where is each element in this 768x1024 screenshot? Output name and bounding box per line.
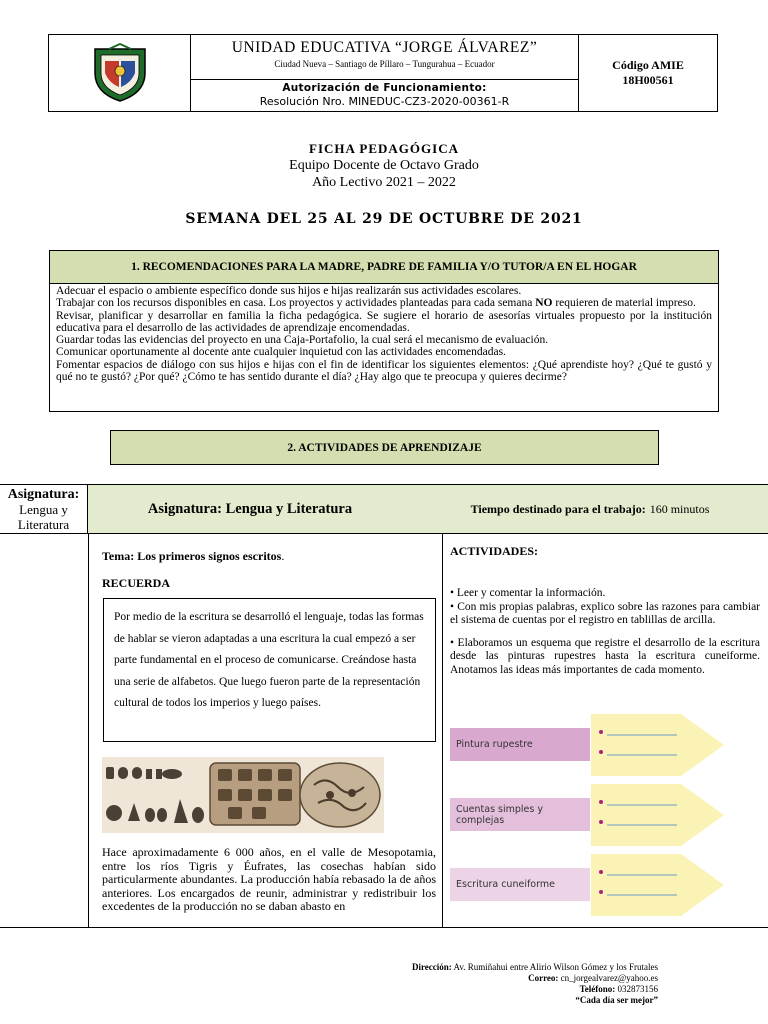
subject-left-line: Lengua y bbox=[19, 502, 68, 517]
footer-motto-text: “Cada día ser mejor” bbox=[575, 995, 658, 1005]
amie-cell bbox=[579, 35, 717, 111]
subject-name: Asignatura: Lengua y Literatura bbox=[147, 500, 353, 517]
diagram-label-box bbox=[450, 798, 590, 831]
footer-value: 032873156 bbox=[615, 984, 658, 994]
column-divider bbox=[442, 534, 443, 928]
footer-phone bbox=[412, 984, 658, 995]
footer-value: Av. Rumiñahui entre Alirio Wilson Gómez y los Frutales bbox=[451, 962, 658, 972]
writing-development-diagram bbox=[450, 712, 725, 920]
footer-motto bbox=[412, 995, 658, 1006]
recommendation-text: requieren de material impreso. bbox=[552, 297, 696, 310]
subject-row bbox=[0, 484, 768, 534]
mesopotamia-text: Hace aproximadamente 6 000 años, en el valle de Mesopotamia, entre los ríos Tigris y Éufrates, las cosechas habían sido particularmente abundantes. La producción había rebasado la de años anteriores. Los encargados de reunir, administrar y redistribuir los excedentes de la producción no se daban abasto en bbox=[102, 845, 436, 914]
school-year: Año Lectivo 2021 – 2022 bbox=[312, 175, 456, 190]
authorization-label: Autorización de Funcionamiento: bbox=[282, 82, 487, 94]
activities-list bbox=[450, 587, 760, 678]
document-title: FICHA PEDAGÓGICA bbox=[309, 141, 459, 156]
header-center bbox=[191, 35, 579, 111]
recommendation-item: Comunicar oportunamente al docente ante cualquier inquietud con las actividades encomendadas. bbox=[56, 346, 506, 359]
diagram-arrow bbox=[591, 784, 724, 846]
recuerda-heading: RECUERDA bbox=[102, 576, 171, 590]
recuerda-box: Por medio de la escritura se desarrolló el lenguaje, todas las formas de hablar se vieron adaptadas a una escritura la cual empezó a ser parte fundamental en el proceso de comunicarse. Creándose hasta una serie de alfabetos. Que luego fueron parte de la representación cultural de todos los imperios y luego países. bbox=[103, 598, 436, 742]
section1-heading: 1. RECOMENDACIONES PARA LA MADRE, PADRE DE FAMILIA Y/O TUTOR/A EN EL HOGAR bbox=[49, 250, 719, 284]
activity-item: • Con mis propias palabras, explico sobre las razones para cambiar el sistema de cuentas por el registro en tablillas de arcilla. bbox=[450, 600, 760, 627]
recommendation-item: Adecuar el espacio o ambiente específico donde sus hijos e hijas realizarán sus actividades escolares. bbox=[56, 285, 522, 297]
activities-heading: ACTIVIDADES: bbox=[450, 544, 539, 558]
amie-label: Código AMIE bbox=[612, 58, 684, 72]
time-value: 160 minutos bbox=[649, 501, 710, 516]
school-location: Ciudad Nueva – Santiago de Píllaro – Tungurahua – Ecuador bbox=[274, 59, 495, 69]
diagram-arrow bbox=[591, 854, 724, 916]
footer-email bbox=[412, 973, 658, 984]
header-table bbox=[48, 34, 718, 112]
cuneiform-tablets-image bbox=[102, 757, 384, 833]
recommendation-item bbox=[56, 297, 712, 309]
authorization-info bbox=[191, 80, 578, 111]
footer-label: Correo: bbox=[528, 973, 559, 983]
activity-item: • Elaboramos un esquema que registre el desarrollo de la escritura desde las pinturas rupestres hasta la escritura cuneiforme. Anotamos las ideas más importantes de cada momento. bbox=[450, 636, 760, 676]
time-label: Tiempo destinado para el trabajo: bbox=[470, 501, 646, 516]
diagram-label: Escritura cuneiforme bbox=[456, 879, 555, 890]
recommendation-text: Trabajar con los recursos disponibles en casa. Los proyectos y actividades planteadas para cada semana bbox=[56, 297, 536, 310]
topic-end: . bbox=[281, 549, 285, 563]
amie-code: 18H00561 bbox=[622, 73, 674, 87]
recommendation-item: Revisar, planificar y desarrollar en familia la ficha pedagógica. Se sugiere el horario de asesorías virtuales propuesto por la institución educativa para el desarrollo de las actividades de aprendizaje encomendadas. bbox=[56, 309, 712, 334]
logo-cell bbox=[49, 35, 191, 111]
footer-value: cn_jorgealvarez@yahoo.es bbox=[558, 973, 658, 983]
week-title: SEMANA DEL 25 AL 29 DE OCTUBRE DE 2021 bbox=[185, 211, 583, 227]
footer-label: Dirección: bbox=[411, 962, 452, 972]
recommendation-emphasis: NO bbox=[535, 297, 553, 310]
recommendation-item: Fomentar espacios de diálogo con sus hijos e hijas con el fin de identificar los siguientes elementos: ¿Qué aprendiste hoy? ¿Qué te gustó y qué no te gustó? ¿Por qué? ¿Cómo te has sentido durante el día? ¿Hay algo que te preocupa y quieres decirme? bbox=[56, 358, 712, 384]
recommendation-item: Guardar todas las evidencias del proyecto en una Caja-Portafolio, la cual será el mecanismo de evaluación. bbox=[56, 334, 549, 347]
activity-item: • Leer y comentar la información. bbox=[450, 587, 606, 599]
teaching-team: Equipo Docente de Octavo Grado bbox=[289, 158, 479, 173]
topic bbox=[102, 549, 284, 564]
school-info bbox=[191, 35, 578, 80]
diagram-label: Pintura rupestre bbox=[456, 739, 533, 750]
topic-label: Tema: Los primeros signos escritos bbox=[102, 549, 282, 563]
diagram-label-box bbox=[450, 868, 590, 901]
school-name: UNIDAD EDUCATIVA “JORGE ÁLVAREZ” bbox=[231, 39, 538, 56]
section1-body bbox=[49, 284, 719, 412]
diagram-label-box bbox=[450, 728, 590, 761]
footer-label: Teléfono: bbox=[579, 984, 616, 994]
subject-left-cell bbox=[0, 485, 88, 533]
school-shield-logo-icon bbox=[89, 43, 151, 103]
diagram-label: Cuentas simples y complejas bbox=[456, 803, 543, 826]
subject-left-label: Asignatura: bbox=[7, 487, 80, 502]
section2-heading: 2. ACTIVIDADES DE APRENDIZAJE bbox=[110, 430, 659, 465]
subject-left-line: Literatura bbox=[17, 517, 70, 532]
time-allotted bbox=[412, 485, 768, 533]
column-divider bbox=[88, 534, 89, 928]
resolution-number: Resolución Nro. MINEDUC-CZ3-2020-00361-R bbox=[259, 95, 510, 108]
footer bbox=[412, 962, 658, 1006]
diagram-arrow bbox=[591, 714, 724, 776]
footer-address bbox=[412, 962, 658, 973]
